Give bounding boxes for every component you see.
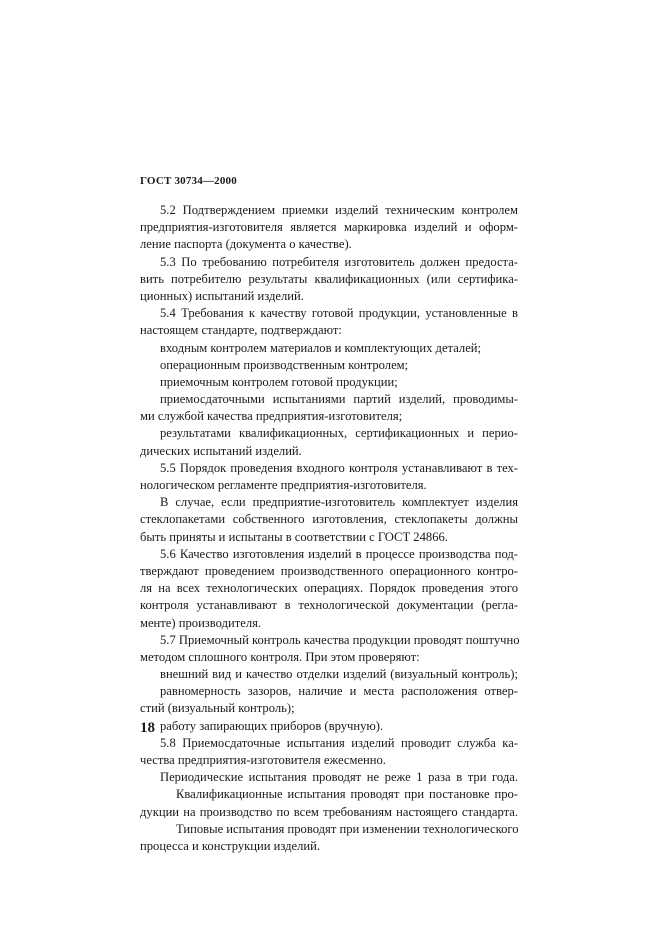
text-line: 5.6 Качество изготовления изделий в процессе производства под- [160,546,518,561]
text-line: Типовые испытания проводят при изменении технологического [176,821,519,836]
text-line: 5.7 Приемочный контроль качества продукции проводят поштучно [160,632,520,647]
text-line: ление паспорта (документа о качестве). [140,237,352,252]
text-line: внешний вид и качество отделки изделий (визуальный контроль); [160,667,518,682]
text-line: чества предприятия-изготовителя ежесменно. [140,753,386,767]
text-line: результатами квалификационных, сертификационных и перио- [160,426,518,441]
text-line: 5.4 Требования к качеству готовой продукции, установленные в [160,306,518,321]
page-number: 18 [140,720,155,736]
text-line: приемосдаточными испытаниями партий изделий, проводимы- [160,392,518,407]
text-line: нологическом регламенте предприятия-изготовителя. [140,478,427,492]
text-line: входным контролем материалов и комплектующих деталей; [160,340,482,355]
text-line: дических испытаний изделий. [140,443,302,458]
text-line: равномерность зазоров, наличие и места расположения отвер- [160,684,518,699]
text-line: 5.2 Подтверждением приемки изделий техническим контролем [160,203,518,217]
text-line: стеклопакетами собственного изготовления, стеклопакеты должны [140,512,518,527]
text-line: операционным производственным контролем; [160,357,409,372]
text-line: настоящем стандарте, подтверждают: [140,323,342,338]
document-header: ГОСТ 30734—2000 [140,175,237,187]
text-line: методом сплошного контроля. При этом проверяют: [140,649,420,664]
text-line: вить потребителю результаты квалификационных (или сертифика- [140,271,518,286]
document-body [140,202,518,855]
text-line: приемочным контролем готовой продукции; [160,374,398,389]
text-line: предприятия-изготовителя является маркировка изделий и оформ- [140,220,518,235]
text-line: контроля устанавливают в технологической документации (регла- [140,598,518,613]
text-line: работу запирающих приборов (вручную). [160,718,384,733]
text-line: менте) производителя. [140,615,262,630]
text-line: ля на всех технологических операциях. Порядок проведения этого [140,581,518,596]
text-line: В случае, если предприятие-изготовитель комплектует изделия [160,495,518,510]
text-line: 5.8 Приемосдаточные испытания изделий проводит служба ка- [160,735,518,750]
text-line: Квалификационные испытания проводят при постановке про- [176,787,518,802]
text-line: 5.3 По требованию потребителя изготовитель должен предоста- [160,254,518,269]
text-line: быть приняты и испытаны в соответствии с ГОСТ 24866. [140,529,448,544]
text-line: ми службой качества предприятия-изготовителя; [140,409,403,424]
text-line: 5.5 Порядок проведения входного контроля устанавливают в тех- [160,460,518,475]
text-line: ционных) испытаний изделий. [140,288,304,303]
text-line: Периодические испытания проводят не реже 1 раза в три года. [160,770,518,785]
text-line: тверждают проведением производственного операционного контро- [140,563,518,578]
text-line: стий (визуальный контроль); [140,701,295,716]
text-line: процесса и конструкции изделий. [140,838,321,853]
text-line: дукции на производство по всем требованиям настоящего стандарта. [140,804,518,819]
